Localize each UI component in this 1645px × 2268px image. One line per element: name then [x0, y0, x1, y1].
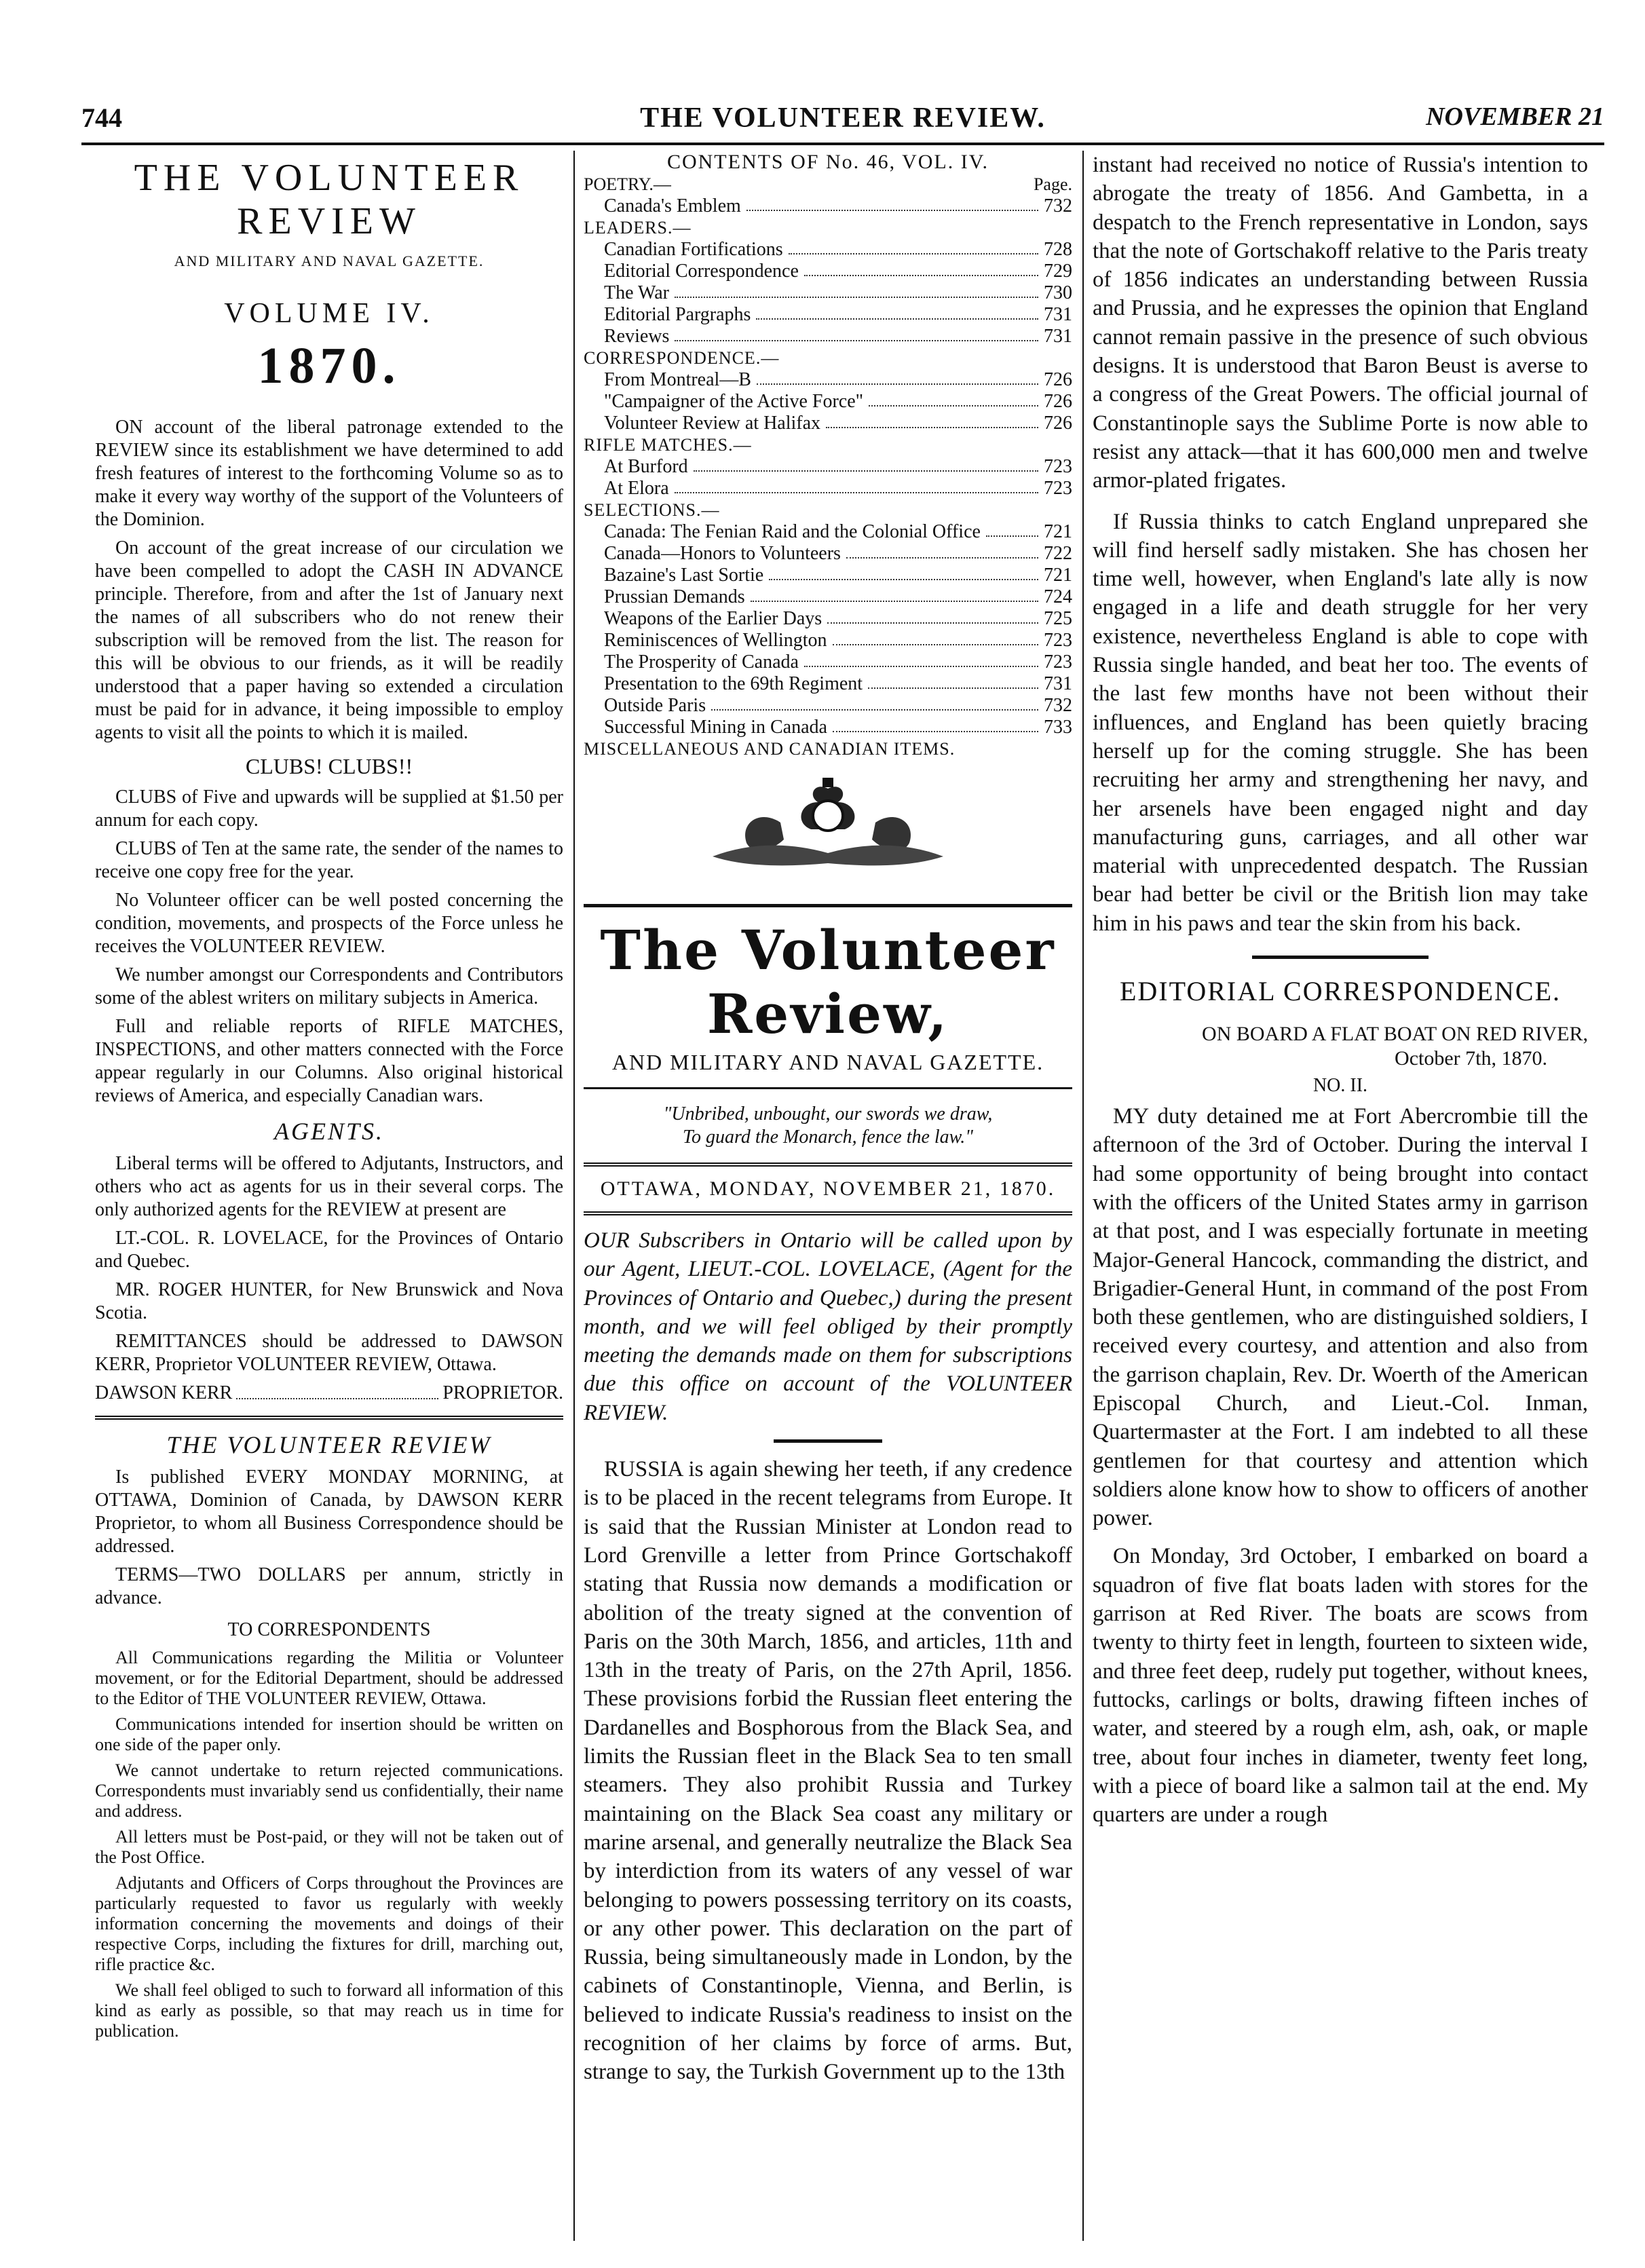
- agents-paragraph: LT.-COL. R. LOVELACE, for the Provinces of Ontario and Quebec.: [95, 1228, 563, 1272]
- column-middle: [584, 151, 1072, 2241]
- divider: [584, 1211, 1072, 1215]
- contents-entry: [584, 239, 1072, 261]
- column-left: [95, 151, 563, 2241]
- dot-leader: [827, 608, 1038, 624]
- dot-leader: [675, 478, 1038, 493]
- contents-entry-title: Prussian Demands: [604, 586, 745, 607]
- masthead-subtitle: AND MILITARY AND NAVAL GAZETTE.: [174, 252, 485, 269]
- contents-entry-page: 733: [1044, 717, 1072, 738]
- agents-heading: AGENTS.: [273, 1118, 384, 1145]
- divider: [95, 1416, 563, 1420]
- contents-entry-title: Editorial Pargraphs: [604, 304, 751, 325]
- article-paragraph: If Russia thinks to catch England unprepared she will find herself sadly mistaken. She has chosen her time well, however, when England's late ally is now engaged in a life and death struggle for her very existence, nevertheless England is able to cope with Russia single handed, and beat her too. The events of the last few months have not been without their influences, and England has been quietly bracing herself up for the coming struggle. She has been recruiting her army and strengthening her navy, and her arsenels have been engaged night and day manufacturing guns, carriages, and all other war material with unprecedented despatch. The Russian bear had better be civil or the British lion may take him in his paws and tear the skin from his back.: [1093, 509, 1588, 936]
- contents-entry: [584, 369, 1072, 391]
- contents-entry-title: Presentation to the 69th Regiment: [604, 673, 863, 694]
- dateline-place: ON BOARD A FLAT BOAT ON RED RIVER,: [1202, 1023, 1588, 1046]
- dot-leader: [757, 369, 1038, 385]
- clubs-paragraph: CLUBS of Five and upwards will be supplied at $1.50 per annum for each copy.: [95, 787, 563, 831]
- contents-entry-title: Successful Mining in Canada: [604, 717, 827, 738]
- contents-entry: [584, 478, 1072, 499]
- contents-entry-title: Volunteer Review at Halifax: [604, 413, 821, 434]
- contents-misc: MISCELLANEOUS AND CANADIAN ITEMS.: [584, 739, 956, 759]
- dateline-date: October 7th, 1870.: [1395, 1047, 1547, 1070]
- contents-entry: [584, 565, 1072, 586]
- masthead: THE VOLUNTEER REVIEW: [134, 157, 525, 242]
- divider: [584, 904, 1072, 907]
- intro-paragraph: On account of the great increase of our circulation we have been compelled to adopt the CASH IN ADVANCE principle. Therefore, from and after the 1st of January next the names of all subscribers who do not renew their subscription will be removed from the list. The reason for this will be obvious to our friends, as it will be readily understood that a paper having so extended a circulation must be paid for in advance, it being impossible to employ agents to visit all the points to which it is mailed.: [95, 537, 563, 743]
- dot-leader: [694, 456, 1038, 472]
- motto-line: To guard the Monarch, fence the law.": [682, 1127, 974, 1148]
- contents-entry: [584, 673, 1072, 695]
- contents-entry: [584, 630, 1072, 651]
- contents-entry: [584, 304, 1072, 326]
- page-column-label: Page.: [1033, 174, 1072, 194]
- dot-leader: [833, 717, 1038, 732]
- agents-paragraph: Liberal terms will be offered to Adjutants, Instructors, and others who act as agents for us in their several corps. The only authorized agents for the REVIEW at present are: [95, 1153, 563, 1220]
- contents-entry: [584, 586, 1072, 608]
- motto-line: "Unbribed, unbought, our swords we draw,: [663, 1103, 993, 1124]
- contents-entry-title: Canada: The Fenian Raid and the Colonial Office: [604, 521, 981, 542]
- dot-leader: [804, 261, 1038, 276]
- page-number: 744: [81, 102, 122, 133]
- contents-entry: [584, 717, 1072, 738]
- contents-entry-page: 721: [1044, 565, 1072, 586]
- poetry-label: POETRY.—: [584, 174, 671, 194]
- short-divider: [1252, 956, 1429, 959]
- dot-leader: [869, 391, 1038, 407]
- contents-entry-page: 723: [1044, 456, 1072, 477]
- dot-leader: [675, 326, 1038, 341]
- correspondents-paragraph: All letters must be Post-paid, or they will not be taken out of the Post Office.: [95, 1827, 563, 1867]
- contents-entry-page: 726: [1044, 369, 1072, 390]
- royal-arms-ornament-icon: [699, 775, 957, 877]
- contents-title: CONTENTS OF No. 46, VOL. IV.: [666, 151, 989, 173]
- dot-leader: [746, 195, 1038, 211]
- article-russia: RUSSIA is again shewing her teeth, if any credence is to be placed in the recent telegrams from Europe. It is said that the Russian Minister at London read to Lord Grenville a letter from Prince Gortschakoff stating that Russia now demands a modification or abolition of the treaty signed at the convention of Paris on the 30th March, 1856, and articles, 11th and 13th in the treaty of Paris, on the 27th April, 1856. These provisions forbid the Russian fleet entering the Dardanelles and Bosphorous from the Black Sea, and limits the Russian fleet in the Black Sea to ten small steamers. They also prohibit Russia and Turkey maintaining on the Black Sea coast any military or marine arsenal, and generally neutralize the Black Sea by interdiction from its waters of any vessel of war belonging to powers possessing territory on its coasts, or any other power. This declaration on the part of Russia, being simultaneously made in London, by the cabinets of Constantinople, Vienna, and Berlin, is believed to indicate Russia's readiness to insist on the recognition of her claims by force of arms. But, strange to say, the Turkish Government up to the 13th: [584, 1457, 1072, 2085]
- clubs-paragraph: CLUBS of Ten at the same rate, the sender of the names to receive one copy free for the year.: [95, 838, 563, 882]
- contents-entry-page: 721: [1044, 521, 1072, 542]
- contents-header-row: [584, 174, 1072, 195]
- clubs-paragraph: We number amongst our Correspondents and Contributors some of the ablest writers on military subjects in America.: [95, 964, 563, 1008]
- contents-entry-page: 728: [1044, 239, 1072, 260]
- contents-entry-page: 725: [1044, 608, 1072, 629]
- contents-section: CORRESPONDENCE.—: [584, 348, 780, 368]
- divider: [584, 1163, 1072, 1167]
- volume-label: VOLUME IV.: [224, 298, 434, 329]
- agent-notice: OUR Subscribers in Ontario will be called upon by our Agent, LIEUT.-COL. LOVELACE, (Agent for the Provinces of Ontario and Quebec,) during the present month, and we will feel obliged by their promptly meeting the demands made on them for subscriptions due this office on account of the VOLUNTEER REVIEW.: [584, 1228, 1072, 1425]
- contents-entry: [584, 651, 1072, 673]
- dot-leader: [826, 413, 1038, 428]
- letter-number: NO. II.: [1312, 1075, 1368, 1097]
- contents-entry-title: Reviews: [604, 326, 670, 347]
- contents-entry-page: 731: [1044, 326, 1072, 347]
- contents-entry: [584, 521, 1072, 543]
- contents-entry-page: 731: [1044, 304, 1072, 325]
- contents-entry: [584, 543, 1072, 565]
- correspondents-paragraph: We shall feel obliged to such to forward all information of this kind as early as possible, so that may reach us in time for publication.: [95, 1980, 563, 2041]
- publication-heading: THE VOLUNTEER REVIEW: [166, 1431, 492, 1458]
- table-of-contents: [584, 195, 1072, 738]
- contents-entry-title: The Prosperity of Canada: [604, 651, 799, 673]
- agents-paragraph: REMITTANCES should be addressed to DAWSON KERR, Proprietor VOLUNTEER REVIEW, Ottawa.: [95, 1331, 563, 1375]
- contents-entry-title: At Burford: [604, 456, 688, 477]
- contents-entry-page: 723: [1044, 630, 1072, 651]
- contents-entry: [584, 326, 1072, 347]
- contents-entry-page: 726: [1044, 391, 1072, 412]
- proprietor-line: [95, 1382, 563, 1405]
- contents-entry-title: Reminiscences of Wellington: [604, 630, 827, 651]
- dot-leader: [986, 521, 1038, 537]
- contents-entry: [584, 456, 1072, 478]
- correspondents-heading: TO CORRESPONDENTS: [227, 1619, 431, 1640]
- contents-entry-title: The War: [604, 282, 669, 303]
- motto: [584, 1103, 1072, 1149]
- contents-entry-page: 723: [1044, 651, 1072, 673]
- correspondents-paragraph: All Communications regarding the Militia or Volunteer movement, or for the Editorial Department, should be addressed to the Editor of THE VOLUNTEER REVIEW, Ottawa.: [95, 1648, 563, 1708]
- clubs-paragraph: No Volunteer officer can be well posted concerning the condition, movements, and prospects of the Force unless he receives the VOLUNTEER REVIEW.: [95, 890, 563, 957]
- contents-entry-page: 732: [1044, 695, 1072, 716]
- dot-leader: [675, 282, 1038, 298]
- intro-paragraph: ON account of the liberal patronage extended to the REVIEW since its establishment we have determined to add fresh features of interest to the forthcoming Volume so as to make it every way worthy of the support of the Volunteers of the Dominion.: [95, 417, 563, 530]
- running-head: [81, 102, 1604, 145]
- dot-leader: [756, 304, 1038, 320]
- contents-entry: [584, 261, 1072, 282]
- contents-section: SELECTIONS.—: [584, 500, 720, 520]
- correspondents-paragraph: We cannot undertake to return rejected communications. Correspondents must invariably send us confidentially, their name and address.: [95, 1760, 563, 1821]
- divider: [584, 1087, 1072, 1089]
- contents-entry-page: 730: [1044, 282, 1072, 303]
- contents-entry-page: 732: [1044, 195, 1072, 216]
- dot-leader: [833, 630, 1039, 645]
- dot-leader: [846, 543, 1038, 559]
- column-rule: [573, 151, 575, 2241]
- running-date: NOVEMBER 21: [1426, 102, 1604, 131]
- contents-entry: [584, 282, 1072, 304]
- contents-entry-title: From Montreal—B: [604, 369, 751, 390]
- contents-entry-title: Outside Paris: [604, 695, 706, 716]
- clubs-paragraph: Full and reliable reports of RIFLE MATCHES, INSPECTIONS, and other matters connected with the Force appear regularly in our Columns. Also original historical reviews of America, and especially Canadian wars.: [95, 1016, 563, 1106]
- contents-entry-page: 726: [1044, 413, 1072, 434]
- dot-leader: [769, 565, 1038, 580]
- contents-entry: [584, 695, 1072, 717]
- contents-entry-page: 723: [1044, 478, 1072, 499]
- proprietor-name: DAWSON KERR: [95, 1382, 233, 1403]
- contents-section: RIFLE MATCHES.—: [584, 435, 752, 455]
- contents-entry: [584, 413, 1072, 434]
- short-divider: [774, 1439, 882, 1443]
- clubs-heading: CLUBS! CLUBS!!: [245, 754, 413, 778]
- contents-entry: [584, 195, 1072, 217]
- dot-leader: [789, 239, 1038, 254]
- gazette-subtitle: AND MILITARY AND NAVAL GAZETTE.: [611, 1050, 1044, 1074]
- contents-entry-title: At Elora: [604, 478, 669, 499]
- contents-section: LEADERS.—: [584, 218, 692, 238]
- article-paragraph: MY duty detained me at Fort Abercrombie till the afternoon of the 3rd of October. During the interval I had some opportunity of being brought into contact with the officers of the United States army in garrison at that post, and I was especially fortunate in meeting Major-General Hancock, commanding the district, and Brigadier-General Hunt, in command of the post From both these gentlemen, who are distinguished soldiers, I received every courtesy, and attention and also from the garrison chaplain, Rev. Dr. Woerth of the American Episcopal Church, and Lieut.-Col. Inman, Quartermaster at the Fort. I am indebted to all these gentlemen for that courtesy and attention which soldiers alone know how to show to officers of another power.: [1093, 1104, 1588, 1531]
- editorial-correspondence-heading: EDITORIAL CORRESPONDENCE.: [1119, 976, 1562, 1007]
- contents-entry-page: 731: [1044, 673, 1072, 694]
- article-paragraph: On Monday, 3rd October, I embarked on board a squadron of five flat boats laden with stores for the garrison at Red River. The boats are scows from twenty to thirty feet in length, fourteen to sixteen wide, and three feet deep, rudely put together, without knees, futtocks, carlings or bolts, drawing fifteen inches of water, and steered by a rough elm, ash, oak, or maple tree, about four inches in diameter, twenty feet long, with a piece of board like a salmon tail at the end. My quarters are under a rough: [1093, 1544, 1588, 1828]
- contents-entry-title: Bazaine's Last Sortie: [604, 565, 764, 586]
- paper-name: The Volunteer Review,: [600, 918, 1056, 1046]
- dot-leader: [711, 695, 1038, 711]
- contents-entry-title: Canada's Emblem: [604, 195, 741, 216]
- volume-year: 1870.: [257, 337, 401, 394]
- agents-paragraph: MR. ROGER HUNTER, for New Brunswick and Nova Scotia.: [95, 1279, 563, 1323]
- proprietor-title: PROPRIETOR.: [442, 1382, 563, 1403]
- contents-entry-title: Canadian Fortifications: [604, 239, 783, 260]
- correspondents-paragraph: Communications intended for insertion should be written on one side of the paper only.: [95, 1714, 563, 1754]
- correspondents-paragraph: Adjutants and Officers of Corps throughout the Provinces are particularly requested to favor us regularly with weekly information concerning the movements and doings of their respective Corps, including the fixtures for drill, marching out, rifle practice &c.: [95, 1873, 563, 1974]
- contents-entry-page: 724: [1044, 586, 1072, 607]
- contents-entry-title: Canada—Honors to Volunteers: [604, 543, 841, 564]
- column-right: [1093, 151, 1588, 2241]
- dot-leader: [868, 673, 1038, 689]
- publication-paragraph: TERMS—TWO DOLLARS per annum, strictly in advance.: [95, 1564, 563, 1608]
- running-title: THE VOLUNTEER REVIEW.: [640, 102, 1046, 134]
- dot-leader: [751, 586, 1038, 602]
- contents-entry: [584, 391, 1072, 413]
- contents-entry-page: 722: [1044, 543, 1072, 564]
- contents-entry-title: Editorial Correspondence: [604, 261, 799, 282]
- column-rule: [1082, 151, 1084, 2241]
- contents-entry-title: Weapons of the Earlier Days: [604, 608, 822, 629]
- article-paragraph: instant had received no notice of Russia's intention to abrogate the treaty of 1856. And Gambetta, in a despatch to the French representative in London, says that the note of Gortschakoff relative to the Paris treaty of 1856 indicates an understanding between Russia and Prussia, and he expresses the opinion that England cannot remain passive in the presence of such obvious designs. It is understood that Baron Beust is averse to a congress of the Great Powers. The official journal of Constantinople says the Sublime Porte is now able to resist any attack—that it has 600,000 men and twelve armor-plated frigates.: [1093, 153, 1588, 493]
- dot-leader: [804, 651, 1038, 667]
- publication-paragraph: Is published EVERY MONDAY MORNING, at OTTAWA, Dominion of Canada, by DAWSON KERR Proprietor, to whom all Business Correspondence should be addressed.: [95, 1467, 563, 1557]
- dateline: OTTAWA, MONDAY, NOVEMBER 21, 1870.: [600, 1177, 1056, 1200]
- contents-entry: [584, 608, 1072, 630]
- contents-entry-page: 729: [1044, 261, 1072, 282]
- contents-entry-title: "Campaigner of the Active Force": [604, 391, 864, 412]
